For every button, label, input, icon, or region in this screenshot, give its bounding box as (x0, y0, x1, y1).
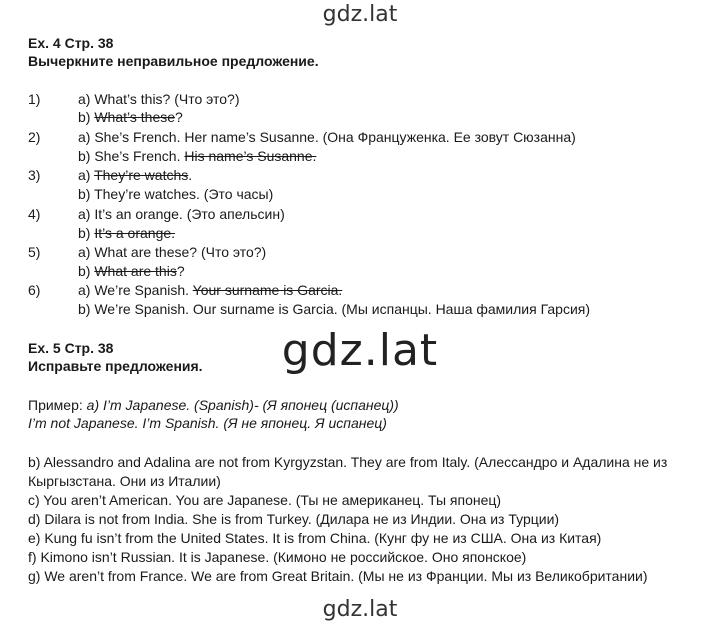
answer-line: b) Alessandro and Adalina are not from Kyrgyzstan. They are from Italy. (Алессандро и Адалина не из (28, 454, 668, 470)
option-a: a) It’s an orange. (Это апельсин) (78, 206, 285, 222)
item-number: 1) (28, 91, 41, 107)
ex5-instruction: Исправьте предложения. (28, 358, 203, 374)
item-number: 4) (28, 206, 41, 222)
ex4-instruction: Вычеркните неправильное предложение. (28, 53, 319, 69)
item-number: 2) (28, 129, 41, 145)
option-a: a) She’s French. Her name’s Susanne. (Она Француженка. Ее зовут Сюзанна) (78, 129, 576, 145)
option-b: b) They’re watches. (Это часы) (78, 186, 274, 202)
watermark-top: gdz.lat (322, 2, 398, 27)
option-a: a) They’re watchs. (78, 167, 193, 183)
option-a: a) What are these? (Что это?) (78, 244, 267, 260)
example-line-1: Пример: a) I’m Japanese. (Spanish)- (Я японец (испанец)) (28, 397, 399, 413)
answer-line: c) You aren’t American. You are Japanese. (Ты не американец. Ты японец) (28, 492, 502, 508)
watermark-middle: gdz.lat (281, 325, 439, 376)
answer-line: f) Kimono isn’t Russian. It is Japanese. (Кимоно не российское. Оно японское) (28, 549, 527, 565)
item-number: 3) (28, 167, 41, 183)
answer-line: Кыргызстана. Они из Италии) (28, 473, 221, 489)
example-line-2: I’m not Japanese. I’m Spanish. (Я не японец. Я испанец) (28, 415, 387, 431)
item-number: 5) (28, 244, 41, 260)
option-a: a) We’re Spanish. Your surname is Garcia. (78, 282, 343, 298)
option-a: a) What’s this? (Что это?) (78, 91, 240, 107)
ex4-title: Ex. 4 Стр. 38 (28, 35, 114, 51)
option-b: b) What are this? (78, 263, 185, 279)
ex5-title: Ex. 5 Стр. 38 (28, 340, 114, 356)
option-b: b) What’s these? (78, 109, 183, 125)
option-b: b) We’re Spanish. Our surname is Garcia. (Мы испанцы. Наша фамилия Гарсия) (78, 301, 591, 317)
watermark-bottom: gdz.lat (322, 597, 398, 622)
option-b: b) It’s a orange. (78, 225, 176, 241)
answer-line: e) Kung fu isn’t from the United States. It is from China. (Кунг фу не из США. Она из Китая) (28, 530, 602, 546)
item-number: 6) (28, 282, 41, 298)
answer-line: g) We aren’t from France. We are from Great Britain. (Мы не из Франции. Мы из Великобритании) (28, 568, 648, 584)
answer-line: d) Dilara is not from India. She is from Turkey. (Дилара не из Индии. Она из Турции) (28, 511, 560, 527)
option-b: b) She’s French. His name’s Susanne. (78, 148, 317, 164)
